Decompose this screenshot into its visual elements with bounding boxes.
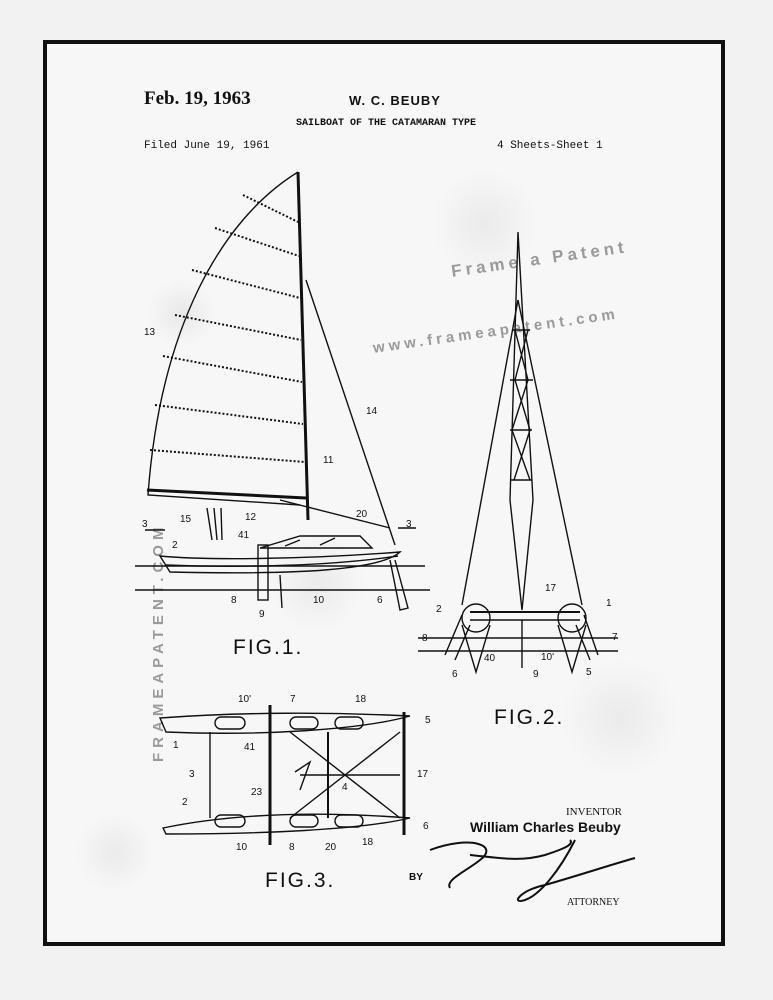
- by-label: BY: [409, 872, 423, 883]
- watermark-brand: Frame a Patent: [450, 237, 629, 281]
- svg-text:41: 41: [244, 742, 256, 753]
- inventor-short-name: W. C. BEUBY: [349, 93, 441, 108]
- svg-text:10': 10': [238, 694, 252, 705]
- svg-text:14: 14: [366, 406, 378, 417]
- fig3-drawing: [160, 705, 410, 845]
- svg-text:20: 20: [356, 509, 368, 520]
- svg-text:5: 5: [586, 667, 592, 678]
- svg-text:8: 8: [422, 633, 428, 644]
- figure-1-label: FIG.1.: [233, 636, 304, 659]
- svg-text:6: 6: [423, 821, 429, 832]
- svg-text:17: 17: [545, 583, 557, 594]
- sheet-count: 4 Sheets-Sheet 1: [497, 140, 603, 152]
- svg-text:2: 2: [182, 797, 188, 808]
- figure-3-label: FIG.3.: [265, 869, 336, 892]
- figure-2-label: FIG.2.: [494, 706, 565, 729]
- svg-text:7: 7: [290, 694, 296, 705]
- patent-date: Feb. 19, 1963: [144, 88, 251, 109]
- svg-text:1: 1: [173, 740, 179, 751]
- svg-text:7: 7: [612, 632, 618, 643]
- svg-text:5: 5: [425, 715, 431, 726]
- svg-text:8: 8: [289, 842, 295, 853]
- svg-text:12: 12: [245, 512, 257, 523]
- svg-text:18: 18: [355, 694, 367, 705]
- svg-text:15: 15: [180, 514, 192, 525]
- fig1-drawing: [135, 172, 430, 610]
- svg-text:10: 10: [236, 842, 248, 853]
- watermark-vertical: FRAMEAPATENT.COM: [150, 522, 167, 762]
- svg-text:2: 2: [436, 604, 442, 615]
- svg-text:20: 20: [325, 842, 337, 853]
- svg-text:13: 13: [144, 327, 156, 338]
- svg-text:18: 18: [362, 837, 374, 848]
- svg-text:6: 6: [377, 595, 383, 606]
- watermark-url: www.frameapatent.com: [372, 305, 620, 357]
- svg-text:8: 8: [231, 595, 237, 606]
- svg-text:9: 9: [259, 609, 265, 620]
- patent-title: SAILBOAT OF THE CATAMARAN TYPE: [296, 118, 477, 129]
- inventor-name: William Charles Beuby: [470, 819, 621, 835]
- fig2-drawing: [418, 232, 618, 672]
- filed-date: Filed June 19, 1961: [144, 140, 270, 152]
- svg-text:3: 3: [189, 769, 195, 780]
- attorney-signature-graphic: [430, 840, 635, 901]
- svg-text:3: 3: [142, 519, 148, 530]
- svg-text:10': 10': [541, 652, 555, 663]
- attorney-label: ATTORNEY: [567, 897, 620, 908]
- svg-text:3: 3: [406, 519, 412, 530]
- svg-text:10: 10: [313, 595, 325, 606]
- svg-text:2: 2: [172, 540, 178, 551]
- svg-text:11: 11: [323, 455, 334, 466]
- svg-text:17: 17: [417, 769, 429, 780]
- svg-text:1: 1: [606, 598, 612, 609]
- svg-text:6: 6: [452, 669, 458, 680]
- inventor-label: INVENTOR: [566, 806, 623, 818]
- svg-text:41: 41: [238, 530, 250, 541]
- svg-text:9: 9: [533, 669, 539, 680]
- svg-text:40: 40: [484, 653, 496, 664]
- svg-text:4: 4: [342, 782, 348, 793]
- svg-text:23: 23: [251, 787, 263, 798]
